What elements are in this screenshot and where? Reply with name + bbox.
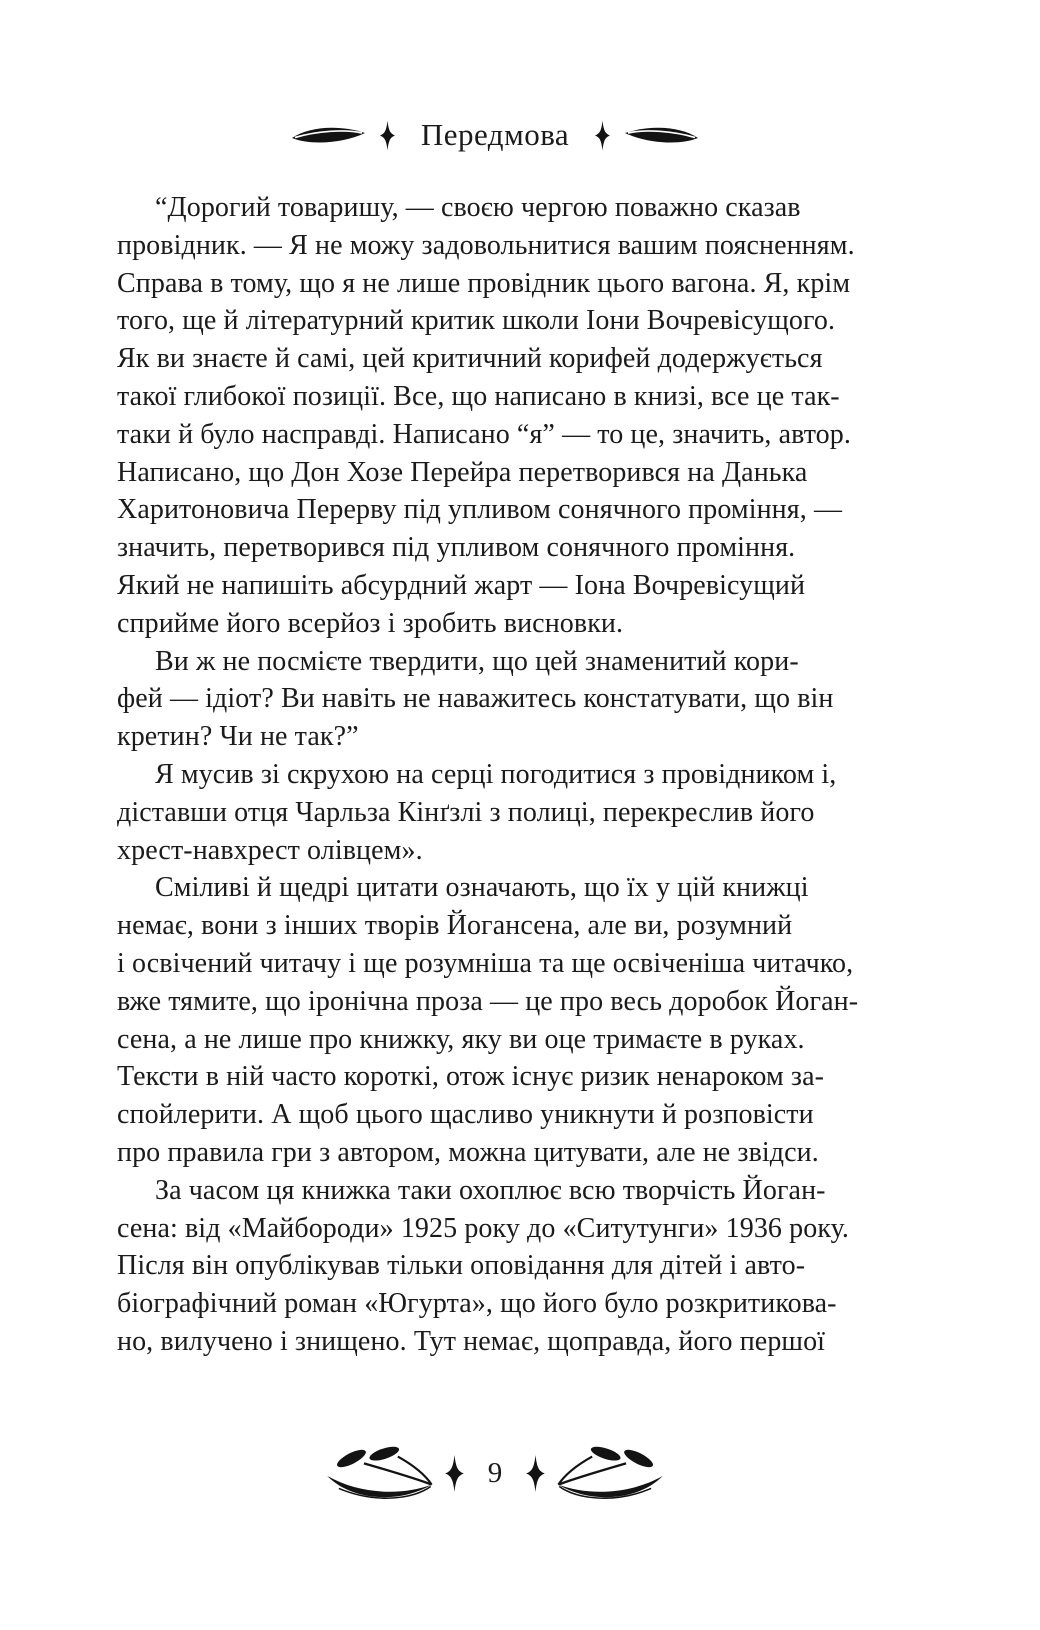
diamond-star-icon bbox=[445, 1455, 464, 1492]
text-line: но, вилучено і знищено. Тут немає, щоправда, його першої bbox=[117, 1325, 826, 1357]
text-line: таки й було насправді. Написано “я” — то це, значить, автор. bbox=[117, 418, 851, 450]
diamond-star-icon bbox=[380, 120, 395, 151]
text-block bbox=[117, 189, 933, 1361]
page-footer bbox=[0, 1444, 990, 1502]
paragraph bbox=[117, 756, 933, 869]
text-line: біографічний роман «Югурта», що його було розкритикова- bbox=[117, 1288, 837, 1320]
text-line: значить, перетворився під упливом сонячного проміння. bbox=[117, 532, 796, 564]
page-number: 9 bbox=[487, 1457, 503, 1489]
text-line: про правила гри з автором, можна цитувати, але не звідси. bbox=[117, 1136, 819, 1168]
paragraph bbox=[117, 643, 933, 756]
text-line: Після він опублікував тільки оповідання для дітей і авто- bbox=[117, 1250, 806, 1282]
paragraph bbox=[117, 189, 933, 643]
text-line: вже тямите, що іронічна проза — це про весь доробок Йоган- bbox=[117, 985, 859, 1017]
text-line: Я мусив зі скрухою на серці погодитися з провідником і, bbox=[155, 758, 837, 790]
text-line: того, ще й літературний критик школи Іони Вочревісущого. bbox=[117, 305, 836, 337]
text-line: діставши отця Чарльза Кінґзлі з полиці, перекреслив його bbox=[117, 796, 815, 828]
text-line: немає, вони з інших творів Йогансена, але ви, розумний bbox=[117, 910, 793, 942]
cattail-reeds-ornament-right-icon bbox=[556, 1444, 668, 1502]
text-line: сена: від «Майбороди» 1925 року до «Ситутунги» 1936 року. bbox=[117, 1212, 850, 1244]
text-line: Написано, що Дон Хозе Перейра перетворився на Данька bbox=[117, 456, 808, 488]
text-line: сприйме його всерйоз і зробить висновки. bbox=[117, 607, 624, 639]
text-line: Справа в тому, що я не лише провідник цього вагона. Я, крім bbox=[117, 267, 851, 299]
text-line: і освічений читачу і ще розумніша та ще освіченіша читачко, bbox=[117, 947, 854, 979]
text-line: Сміливі й щедрі цитати означають, що їх у цій книжці bbox=[155, 872, 809, 904]
text-line: такої глибокої позиції. Все, що написано в книзі, все це так- bbox=[117, 380, 840, 412]
text-line: “Дорогий товаришу, — своєю чергою поважно сказав bbox=[155, 192, 801, 223]
text-line: провідник. — Я не можу задовольнитися вашим поясненням. bbox=[117, 229, 855, 261]
text-line: Харитоновича Перерву під упливом сонячного проміння, — bbox=[117, 494, 843, 526]
text-line: Тексти в ній часто короткі, отож існує ризик ненароком за- bbox=[117, 1061, 825, 1093]
running-head bbox=[0, 112, 990, 158]
text-line: кретин? Чи не так?” bbox=[117, 721, 359, 753]
cattail-reeds-ornament-left-icon bbox=[322, 1444, 434, 1502]
text-line: Який не напишіть абсурдний жарт — Іона Вочревісущий bbox=[117, 569, 806, 601]
text-line: За часом ця книжка таки охоплює всю творчість Йоган- bbox=[155, 1174, 826, 1206]
diamond-star-icon bbox=[526, 1455, 545, 1492]
text-line: Як ви знаєте й самі, цей критичний корифей додержується bbox=[117, 343, 823, 375]
text-line: сена, а не лише про книжку, яку ви оце тримаєте в руках. bbox=[117, 1023, 805, 1055]
paragraph bbox=[117, 1172, 933, 1361]
diamond-star-icon bbox=[595, 120, 610, 151]
leaf-ornament-left-icon bbox=[291, 123, 367, 147]
text-line: спойлерити. А щоб цього щасливо уникнути й розповісти bbox=[117, 1099, 814, 1131]
page-title: Передмова bbox=[420, 117, 570, 152]
paragraph bbox=[117, 869, 933, 1171]
text-line: Ви ж не посмієте твердити, що цей знаменитий кори- bbox=[155, 645, 799, 677]
leaf-ornament-right-icon bbox=[623, 123, 699, 147]
text-line: фей — ідіот? Ви навіть не наважитесь констатувати, що він bbox=[117, 683, 834, 715]
text-line: хрест-навхрест олівцем». bbox=[117, 834, 423, 866]
